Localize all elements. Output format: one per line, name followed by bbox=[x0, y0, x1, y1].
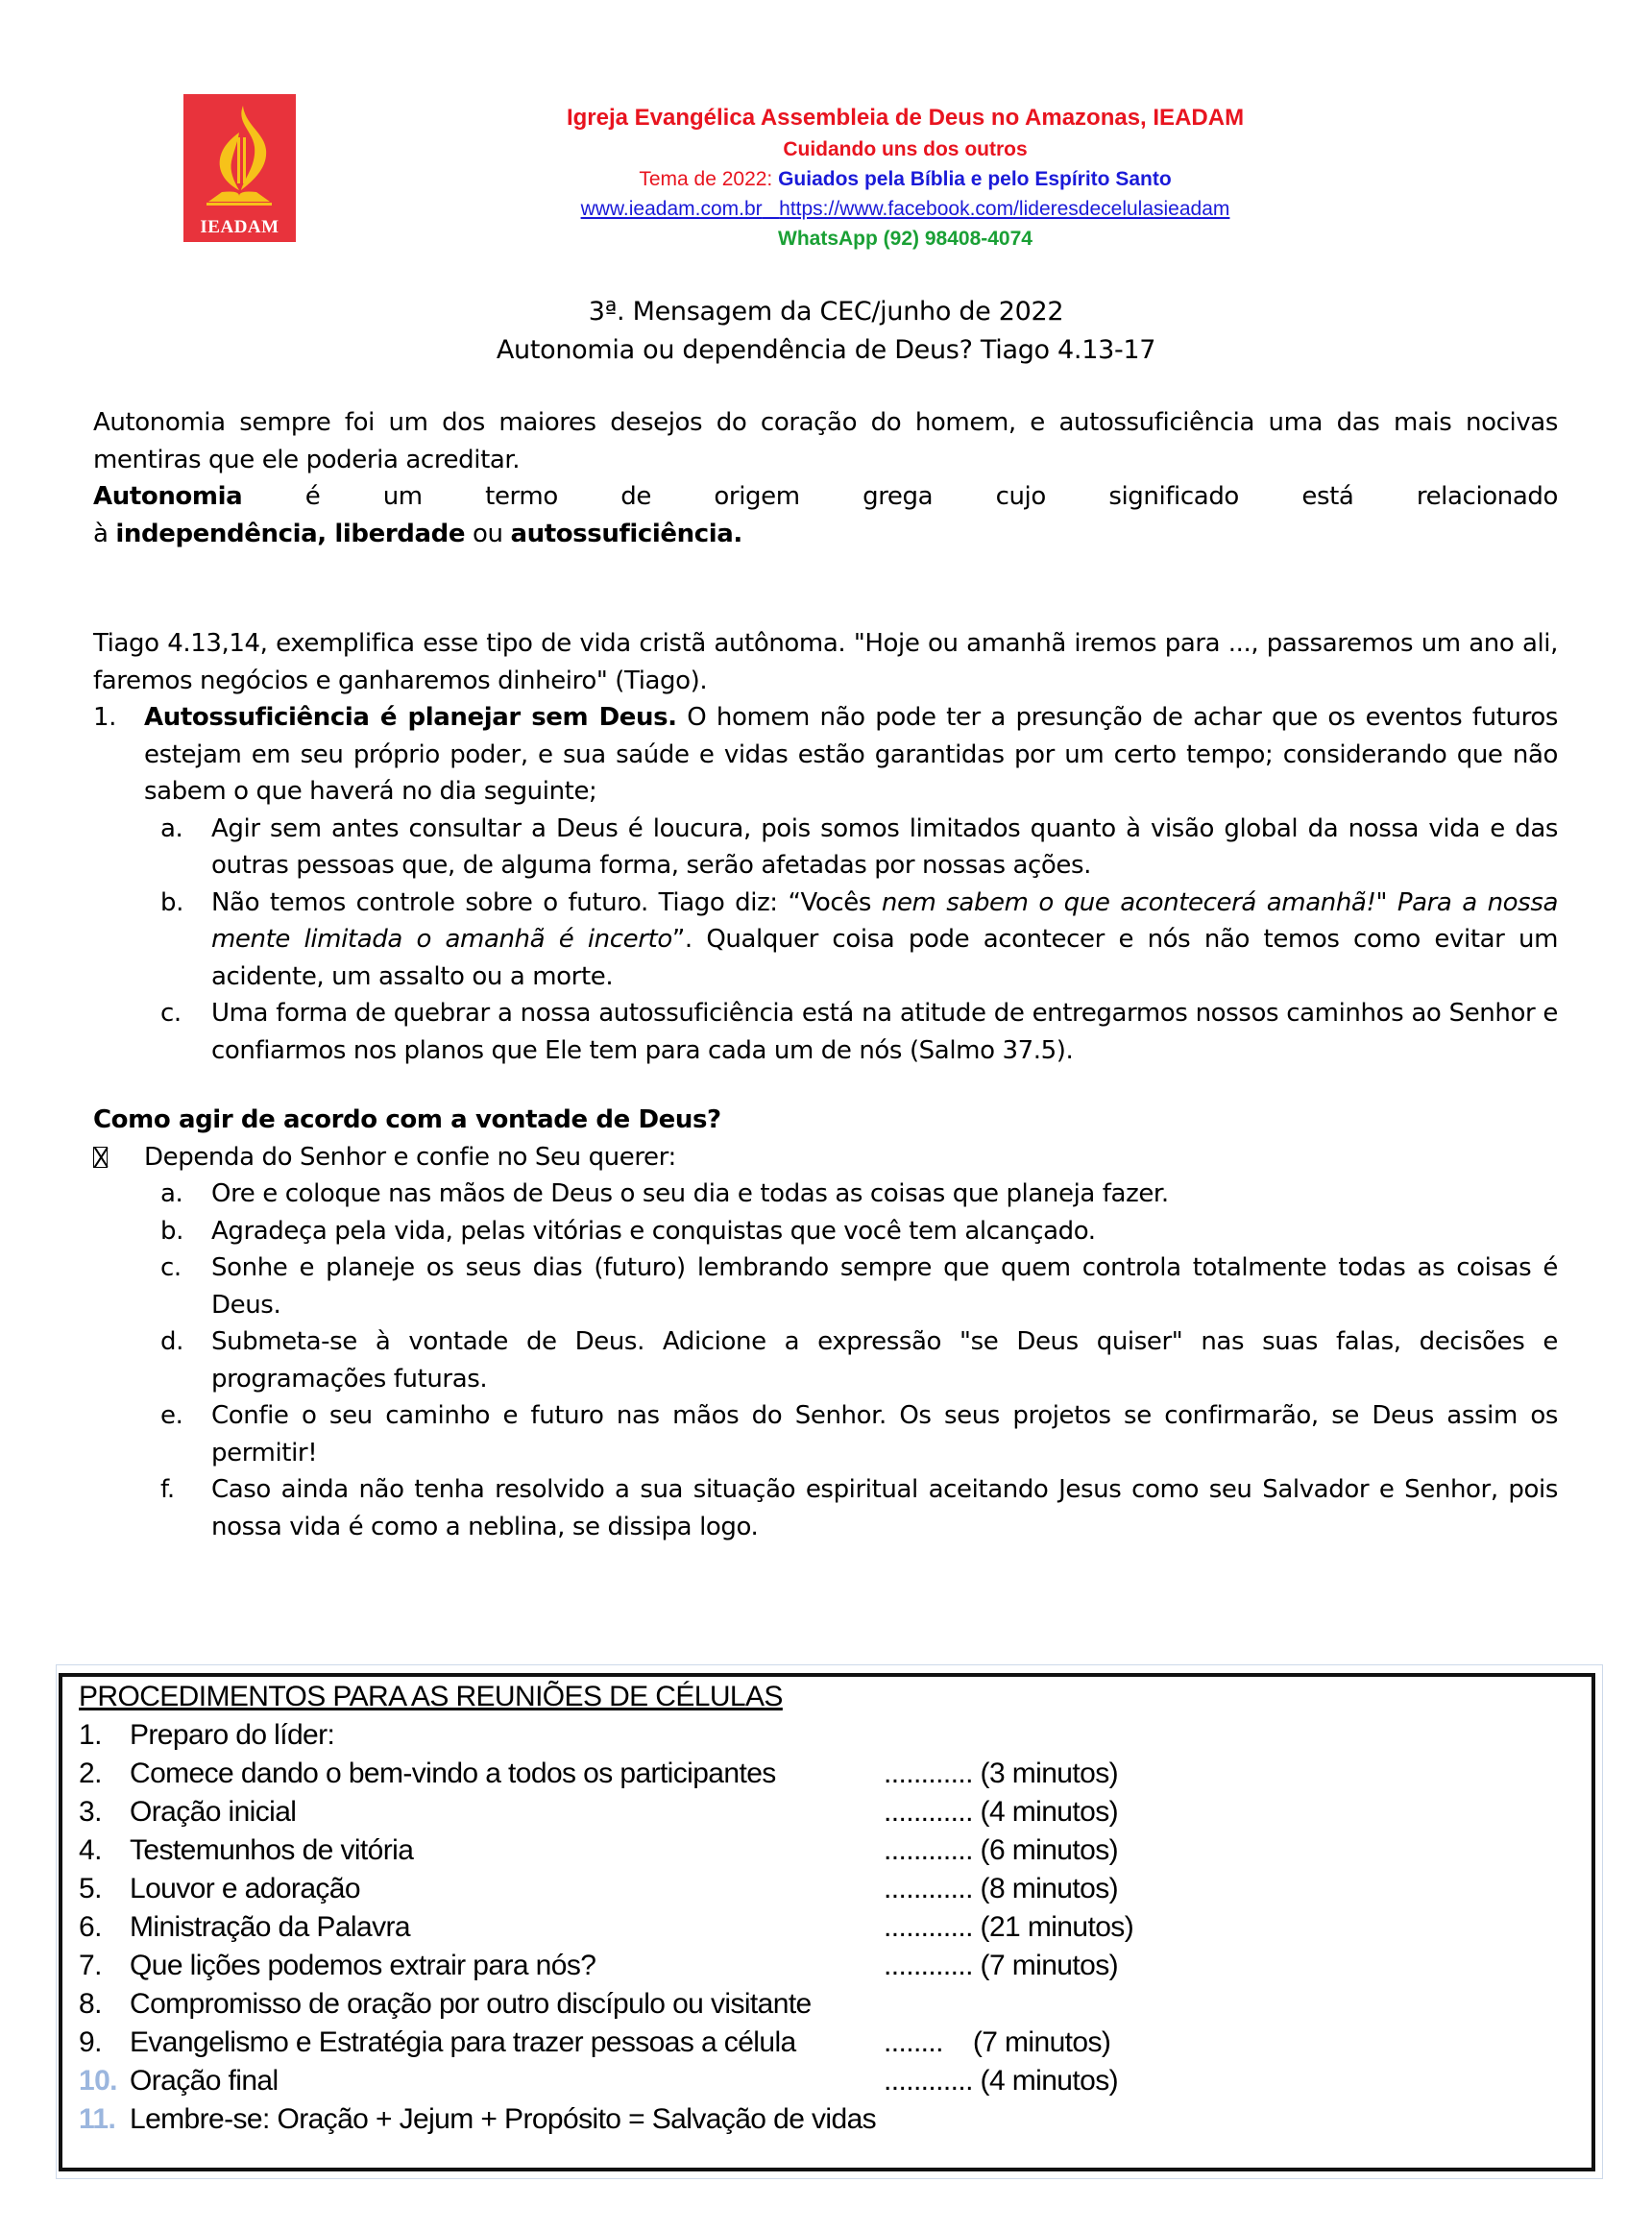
procedure-item bbox=[79, 2100, 876, 2140]
item-number: 8. bbox=[79, 1988, 102, 2020]
ieadam-logo bbox=[183, 94, 296, 242]
period: . bbox=[733, 519, 742, 548]
item-duration: ............ (21 minutos) bbox=[884, 1911, 1134, 1943]
item-number: 4. bbox=[79, 1834, 102, 1866]
website-link[interactable]: www.ieadam.com.br bbox=[580, 198, 763, 220]
item-quote: nem sabem o que acontecerá amanhã!" Para a nossa mente limitada o amanhã é incerto bbox=[211, 887, 1558, 954]
procedure-item bbox=[79, 1908, 1134, 1948]
sep: ou bbox=[465, 519, 511, 548]
sep: , bbox=[317, 519, 335, 548]
point-number: 1. bbox=[93, 703, 117, 732]
point-1-item-c bbox=[93, 995, 1558, 1069]
item-text: Preparo do líder: bbox=[130, 1719, 335, 1751]
procedure-item bbox=[79, 1793, 1118, 1832]
term-liberdade: liberdade bbox=[334, 519, 466, 548]
procedure-item bbox=[79, 2024, 1111, 2063]
item-text: Testemunhos de vitória bbox=[130, 1834, 414, 1866]
flame-bible-icon bbox=[183, 94, 296, 219]
church-header bbox=[384, 102, 1426, 254]
item-letter: a. bbox=[160, 813, 183, 843]
item-number: 2. bbox=[79, 1758, 102, 1789]
message-title bbox=[0, 293, 1652, 370]
item-duration: ............ (6 minutos) bbox=[884, 1834, 1118, 1866]
item-number: 10. bbox=[79, 2065, 117, 2097]
depend-item-d bbox=[93, 1323, 1558, 1397]
church-name: Igreja Evangélica Assembleia de Deus no Amazonas, IEADAM bbox=[566, 105, 1245, 131]
intro-paragraph-1: Autonomia sempre foi um dos maiores desejos do coração do homem, e autossuficiência uma das mais nocivas mentiras que ele poderia acreditar. bbox=[93, 408, 1558, 474]
item-text: Ministração da Palavra bbox=[130, 1911, 410, 1943]
item-text: Louvor e adoração bbox=[130, 1873, 360, 1904]
item-letter: c. bbox=[160, 1253, 182, 1282]
point-1-heading: Autossuficiência é planejar sem Deus. bbox=[144, 703, 677, 732]
item-text: Sonhe e planeje os seus dias (futuro) lembrando sempre que quem controla totalmente todas as coisas é Deus. bbox=[211, 1253, 1558, 1320]
logo-text: IEADAM bbox=[200, 217, 279, 237]
autonomia-term: Autonomia bbox=[93, 482, 243, 511]
prefix-text: à bbox=[93, 519, 116, 548]
how-section bbox=[93, 1102, 1558, 1545]
term-independencia: independência bbox=[115, 519, 318, 548]
item-number: 9. bbox=[79, 2026, 102, 2058]
item-number: 1. bbox=[79, 1719, 102, 1751]
depend-item bbox=[93, 1139, 1558, 1176]
procedure-item bbox=[79, 1716, 334, 1756]
depend-item-e bbox=[93, 1397, 1558, 1471]
title-line-1: 3ª. Mensagem da CEC/junho de 2022 bbox=[588, 297, 1064, 327]
item-text: Que lições podemos extrair para nós? bbox=[130, 1950, 596, 1981]
item-letter: e. bbox=[160, 1401, 183, 1430]
tiago-paragraph: Tiago 4.13,14, exemplifica esse tipo de vida cristã autônoma. "Hoje ou amanhã iremos para ..., passaremos um ano ali, faremos negócios e ganharemos dinheiro" (Tiago). bbox=[93, 629, 1558, 695]
item-letter: c. bbox=[160, 999, 182, 1028]
definition-text: é um termo de origem grega cujo significado está relacionado bbox=[242, 482, 1558, 511]
procedure-item bbox=[79, 1755, 1118, 1794]
theme-line bbox=[384, 164, 1426, 194]
procedure-item bbox=[79, 2062, 1118, 2101]
depend-text: Dependa do Senhor e confie no Seu querer: bbox=[144, 1142, 676, 1172]
how-heading bbox=[93, 1102, 1558, 1139]
intro-paragraph-2-line-1 bbox=[93, 478, 1558, 516]
item-duration: ............ (4 minutos) bbox=[884, 2065, 1118, 2097]
procedure-item bbox=[79, 1870, 1118, 1909]
tiago-section bbox=[93, 625, 1558, 1069]
procedure-item bbox=[79, 1985, 812, 2025]
point-1 bbox=[93, 699, 1558, 811]
item-text: Não temos controle sobre o futuro. Tiago diz: “Vocês bbox=[211, 887, 882, 917]
item-duration: ............ (7 minutos) bbox=[884, 1950, 1118, 1981]
item-number: 6. bbox=[79, 1911, 102, 1943]
item-text: Oração inicial bbox=[130, 1796, 297, 1828]
whatsapp-contact: WhatsApp (92) 98408-4074 bbox=[778, 228, 1032, 250]
item-number: 7. bbox=[79, 1950, 102, 1981]
theme-text: Guiados pela Bíblia e pelo Espírito Santo bbox=[778, 168, 1172, 190]
depend-item-a bbox=[93, 1176, 1558, 1213]
procedure-item bbox=[79, 1947, 1118, 1986]
procedure-item bbox=[79, 1831, 1118, 1871]
depend-item-b bbox=[93, 1213, 1558, 1250]
item-text: Caso ainda não tenha resolvido a sua situação espiritual aceitando Jesus como seu Salvador e Senhor, pois nossa vida é como a neblina, se dissipa logo. bbox=[211, 1475, 1558, 1541]
point-1-item-b bbox=[93, 885, 1558, 996]
checkbox-x-icon bbox=[93, 1139, 108, 1176]
facebook-link[interactable]: https://www.facebook.com/lideresdecelulasieadam bbox=[779, 198, 1230, 220]
item-number: 11. bbox=[79, 2103, 116, 2135]
intro-section bbox=[93, 404, 1558, 552]
church-motto: Cuidando uns dos outros bbox=[783, 138, 1028, 160]
theme-label: Tema de 2022: bbox=[639, 168, 779, 190]
point-1-text: O homem não pode ter a presunção de achar que os eventos futuros estejam em seu próprio poder, e sua saúde e vidas estão garantidas por um certo tempo; considerando que não sabem o que haverá no dia seguinte; bbox=[144, 703, 1558, 806]
item-letter: a. bbox=[160, 1179, 183, 1208]
term-autossuficiencia: autossuficiência bbox=[510, 519, 734, 548]
point-1-item-a bbox=[93, 811, 1558, 885]
item-text: Comece dando o bem-vindo a todos os participantes bbox=[130, 1758, 776, 1789]
item-text: ”. Qualquer coisa pode acontecer e nós não temos como evitar um acidente, um assalto ou a morte. bbox=[211, 925, 1558, 991]
item-text: Evangelismo e Estratégia para trazer pessoas a célula bbox=[130, 2026, 796, 2058]
links-line bbox=[384, 194, 1426, 224]
item-number: 5. bbox=[79, 1873, 102, 1904]
item-number: 3. bbox=[79, 1796, 102, 1828]
item-letter: f. bbox=[160, 1475, 175, 1504]
item-text: Uma forma de quebrar a nossa autossuficiência está na atitude de entregarmos nossos caminhos ao Senhor e confiarmos nos planos que Ele tem para cada um de nós (Salmo 37.5). bbox=[211, 999, 1558, 1065]
title-line-2: Autonomia ou dependência de Deus? Tiago 4.13-17 bbox=[496, 335, 1156, 365]
item-duration: ............ (8 minutos) bbox=[884, 1873, 1118, 1904]
procedures-box bbox=[59, 1673, 1595, 2171]
item-text: Lembre-se: Oração + Jejum + Propósito = Salvação de vidas bbox=[130, 2103, 877, 2135]
item-text: Agradeça pela vida, pelas vitórias e conquistas que você tem alcançado. bbox=[211, 1216, 1096, 1246]
item-letter: d. bbox=[160, 1327, 183, 1356]
depend-item-f bbox=[93, 1471, 1558, 1545]
item-duration: ............ (4 minutos) bbox=[884, 1796, 1118, 1828]
intro-paragraph-2-line-2 bbox=[93, 516, 1558, 553]
how-heading-text: Como agir de acordo com a vontade de Deus? bbox=[93, 1105, 721, 1134]
item-duration: ............ (3 minutos) bbox=[884, 1758, 1118, 1789]
item-text: Ore e coloque nas mãos de Deus o seu dia e todas as coisas que planeja fazer. bbox=[211, 1179, 1169, 1208]
item-duration: ........ (7 minutos) bbox=[884, 2026, 1111, 2058]
item-text: Submeta-se à vontade de Deus. Adicione a expressão "se Deus quiser" nas suas falas, decisões e programações futuras. bbox=[211, 1327, 1558, 1394]
item-text: Compromisso de oração por outro discípulo ou visitante bbox=[130, 1988, 812, 2020]
item-text: Oração final bbox=[130, 2065, 279, 2097]
item-text: Agir sem antes consultar a Deus é loucura, pois somos limitados quanto à visão global da nossa vida e das outras pessoas que, de alguma forma, serão afetadas por nossas ações. bbox=[211, 813, 1558, 880]
item-text: Confie o seu caminho e futuro nas mãos do Senhor. Os seus projetos se confirmarão, se Deus assim os permitir! bbox=[211, 1401, 1558, 1467]
procedures-title: PROCEDIMENTOS PARA AS REUNIÕES DE CÉLULAS bbox=[79, 1681, 783, 1712]
item-letter: b. bbox=[160, 1216, 183, 1246]
depend-item-c bbox=[93, 1249, 1558, 1323]
item-letter: b. bbox=[160, 887, 183, 917]
